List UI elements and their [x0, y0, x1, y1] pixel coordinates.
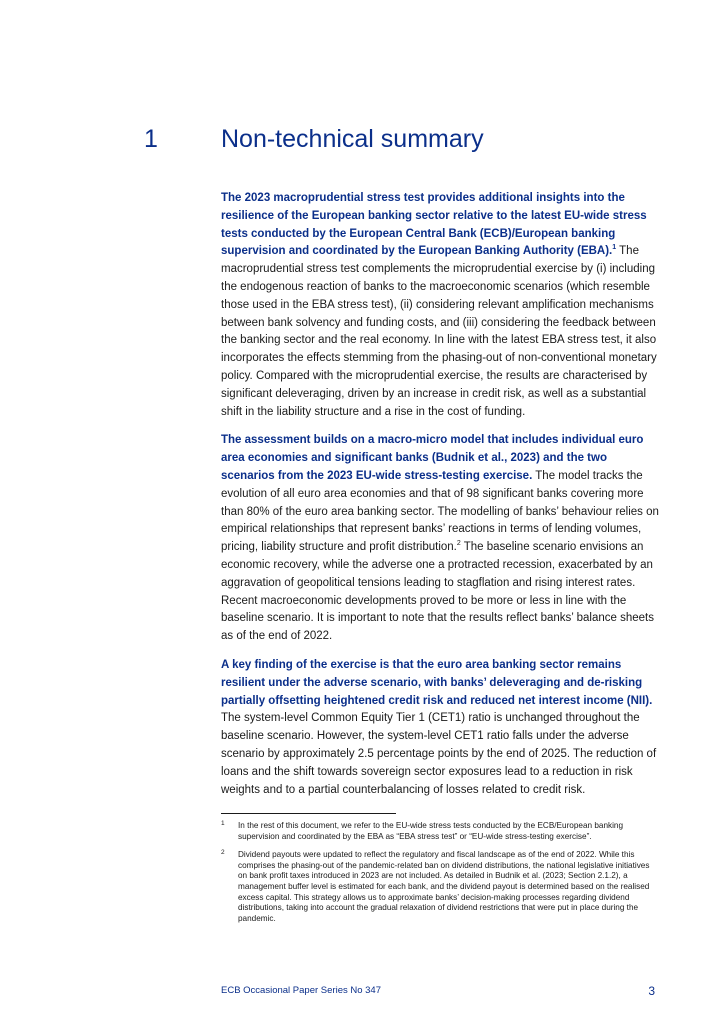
- footer-series: ECB Occasional Paper Series No 347: [221, 985, 381, 996]
- paragraph-1: [221, 190, 659, 421]
- footnotes: [221, 821, 659, 932]
- section-number: 1: [144, 125, 158, 153]
- footnote-divider: [221, 813, 396, 814]
- footnote-ref-2[interactable]: 2: [456, 540, 461, 548]
- footnote-2-text: Dividend payouts were updated to reflect the regulatory and fiscal landscape as of the end of 2022. While this comprises the phasing-out of the pandemic-related ban on dividend distributions, the national legislative initiatives on bank profit taxes introduced in 2023 are not included. As detailed in Budnik et al. (2023; Section 2.1.2), a management buffer level is estimated for each bank, and the dividend payout is determined based on the realised excess capital. This strategy allows us to approximate banks’ decision-making processes regarding dividend distributions, taking into account the gradual relaxation of dividend restrictions that were put in place during the pandemic.: [238, 850, 650, 923]
- paragraph-2: [221, 432, 659, 646]
- footnote-ref-1[interactable]: 1: [612, 244, 617, 252]
- paragraph-1-body: The macroprudential stress test complements the microprudential exercise by (i) including the endogenous reaction of banks to the macroeconomic scenarios (which resemble those used in the EBA stress test), (ii) considering relevant amplification mechanisms between bank solvency and funding costs, and (iii) considering the feedback between the banking sector and the real economy. In line with the latest EBA stress test, it also incorporates the effects stemming from the phasing-out of non-conventional monetary policy. Compared with the microprudential exercise, the results are characterised by significant deleveraging, driven by an increase in credit risk, as well as a substantial shift in the liability structure and a rise in the cost of funding.: [221, 245, 657, 418]
- paragraph-3-lead: A key finding of the exercise is that the euro area banking sector remains resilient under the adverse scenario, with banks’ deleveraging and de-risking partially offsetting heightened credit risk and reduced net interest income (NII).: [221, 658, 653, 707]
- paragraph-3-body: The system-level Common Equity Tier 1 (CET1) ratio is unchanged throughout the baseline scenario. However, the system-level CET1 ratio falls under the adverse scenario by approximately 2.5 percentage points by the end of 2025. The reduction of loans and the shift towards sovereign sector exposures lead to a reduction in risk weights and to a partial counterbalancing of losses related to credit risk.: [221, 712, 657, 796]
- footnote-1-text: In the rest of this document, we refer to the EU-wide stress tests conducted by the ECB/European banking supervision and coordinated by the EBA as “EBA stress test” or “EU-wide stress-testing exercise”.: [238, 821, 624, 841]
- paragraph-2-body-b: The baseline scenario envisions an economic recovery, while the adverse one a protracted recession, exacerbated by an aggravation of geopolitical tensions leading to stagflation and rising interest rates. Recent macroeconomic developments proved to be more or less in line with the baseline scenario. It is important to note that the results reflect banks’ balance sheets as of the end of 2022.: [221, 541, 654, 643]
- footnote-1-number: 1: [221, 820, 225, 827]
- paragraph-2-lead: The assessment builds on a macro-micro model that includes individual euro area economies and significant banks (Budnik et al., 2023) and the two scenarios from the 2023 EU-wide stress-testing exercise.: [221, 434, 644, 482]
- footnote-1: [221, 821, 659, 842]
- paragraph-1-lead: The 2023 macroprudential stress test provides additional insights into the resilience of the European banking sector relative to the latest EU-wide stress tests conducted by the European Central Bank (ECB)/European banking supervision and coordinated by the European Banking Authority (EBA).: [221, 192, 647, 258]
- paragraph-3: [221, 657, 659, 799]
- body-text: [221, 190, 659, 810]
- section-title: Non-technical summary: [221, 125, 484, 153]
- footnote-2: [221, 850, 659, 924]
- footnote-2-number: 2: [221, 849, 225, 857]
- paragraph-2-body-a: The model tracks the evolution of all euro area economies and that of 98 significant banks covering more than 80% of the euro area banking sector. The modelling of banks’ behaviour relies on empirical relationships that represent banks’ reactions in terms of lending volumes, pricing, liability structure and profit distribution.: [221, 469, 659, 554]
- page-number: 3: [648, 984, 655, 998]
